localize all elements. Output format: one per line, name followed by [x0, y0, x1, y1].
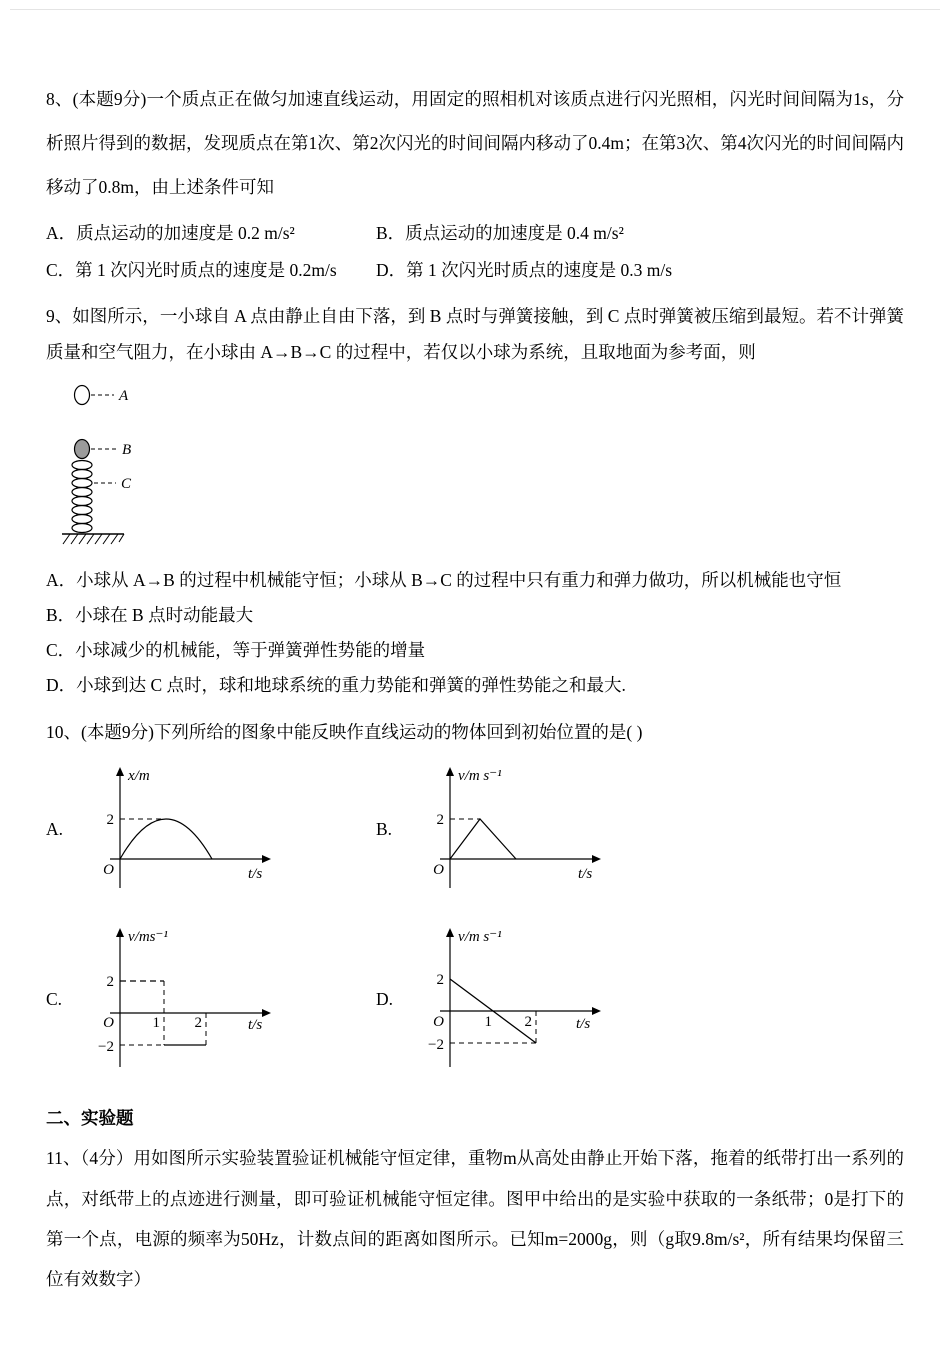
- graph-c-xlabel: t/s: [248, 1017, 263, 1034]
- spring-icon: [72, 460, 92, 532]
- graph-b-ytick: 2: [436, 812, 444, 829]
- graph-option-d: [376, 923, 904, 1075]
- q9-option-a: A．小球从 A→B 的过程中机械能守恒；小球从 B→C 的过程中只有重力和弹力做功，所以机械能也守恒: [46, 569, 842, 590]
- q8-option-a: A．质点运动的加速度是 0.2 m/s²: [46, 223, 295, 244]
- graph-a-ytick: 2: [106, 812, 114, 829]
- question-11-text: 11、（4分）用如图所示实验装置验证机械能守恒定律，重物m从高处由静止开始下落，拖着的纸带打出一系列的点，对纸带上的点迹进行测量，即可验证机械能守恒定律。图甲中给出的是实验中获取的一条纸带；0是打下的第一个点，电源的频率为50Hz，计数点间的距离如图所示。已知m=2000g，则（g取9.8m/s²，所有结果均保留三位有效数字）: [46, 1148, 904, 1290]
- graph-c-ytick-pos: 2: [106, 974, 114, 991]
- q9-option-d: D．小球到达 C 点时，球和地球系统的重力势能和弹簧的弹性势能之和最大.: [46, 674, 626, 695]
- question-9: [46, 299, 904, 703]
- graph-option-b: [376, 762, 904, 897]
- graph-d-ytick-pos: 2: [436, 972, 444, 989]
- question-8-options: [46, 215, 904, 289]
- graph-c-xtick-2: 2: [194, 1015, 202, 1032]
- graph-option-a: [46, 762, 376, 897]
- graph-d-letter: D.: [376, 988, 394, 1009]
- graph-option-c: [46, 923, 376, 1075]
- graph-d-ylabel: v/m s⁻¹: [458, 929, 502, 946]
- ball-spring-diagram: [60, 381, 190, 549]
- ball-a-icon: [75, 385, 90, 404]
- ground-icon: [62, 534, 124, 544]
- diagram-label-b: B: [122, 441, 132, 458]
- ball-b-icon: [75, 439, 90, 458]
- q8-option-c: C．第 1 次闪光时质点的速度是 0.2m/s: [46, 260, 337, 280]
- graph-b-letter: B.: [376, 819, 393, 840]
- question-8: [46, 78, 904, 289]
- graph-d-xtick-2: 2: [524, 1014, 532, 1031]
- question-9-options: [46, 563, 904, 703]
- graph-c-plot: [88, 923, 288, 1075]
- graph-c-ylabel: v/ms⁻¹: [128, 929, 168, 946]
- graph-c-origin: O: [103, 1015, 114, 1032]
- graph-d-ytick-neg: −2: [428, 1037, 444, 1054]
- graph-b-origin: O: [433, 862, 444, 879]
- diagram-label-c: C: [121, 475, 132, 492]
- q8-option-b: B．质点运动的加速度是 0.4 m/s²: [376, 223, 624, 244]
- graph-b-plot: [418, 762, 618, 897]
- section-2-title: 二、实验题: [46, 1108, 134, 1129]
- graph-c-ytick-neg: −2: [98, 1039, 114, 1056]
- graph-d-plot: [418, 923, 618, 1075]
- q9-option-c: C．小球减少的机械能，等于弹簧弹性势能的增量: [46, 639, 426, 660]
- graph-a-ylabel: x/m: [128, 768, 150, 785]
- question-10-text: 10、(本题9分)下列所给的图象中能反映作直线运动的物体回到初始位置的是( ): [46, 721, 643, 742]
- graph-a-letter: A.: [46, 819, 64, 840]
- graph-c-xtick-1: 1: [152, 1015, 160, 1032]
- diagram-label-a: A: [119, 387, 129, 404]
- graph-d-xlabel: t/s: [576, 1016, 591, 1033]
- q9-option-b: B．小球在 B 点时动能最大: [46, 604, 254, 625]
- exam-page: [0, 10, 950, 1339]
- graph-c-letter: C.: [46, 988, 63, 1009]
- q8-option-d: D．第 1 次闪光时质点的速度是 0.3 m/s: [376, 260, 673, 280]
- question-9-diagram: [60, 381, 904, 549]
- graph-b-ylabel: v/m s⁻¹: [458, 768, 502, 785]
- graph-a-origin: O: [103, 862, 114, 879]
- graph-b-xlabel: t/s: [578, 866, 593, 883]
- graph-a-plot: [88, 762, 288, 897]
- question-10-graphs: [46, 762, 904, 1075]
- graph-d-origin: O: [433, 1014, 444, 1031]
- question-9-text: 9、如图所示，一小球自 A 点由静止自由下落，到 B 点时与弹簧接触，到 C 点时弹簧被压缩到最短。若不计弹簧质量和空气阻力，在小球由 A→B→C 的过程中，若仅以小球为系统，且取地面为参考面，则: [46, 305, 904, 362]
- graph-d-xtick-1: 1: [484, 1014, 492, 1031]
- question-10: [46, 715, 904, 1076]
- question-11: [46, 1138, 904, 1299]
- question-8-text: 8、(本题9分)一个质点正在做匀加速直线运动，用固定的照相机对该质点进行闪光照相，闪光时间间隔为1s，分析照片得到的数据，发现质点在第1次、第2次闪光的时间间隔内移动了0.4m；在第3次、第4次闪光的时间间隔内移动了0.8m，由上述条件可知: [46, 89, 904, 197]
- graph-a-xlabel: t/s: [248, 866, 263, 883]
